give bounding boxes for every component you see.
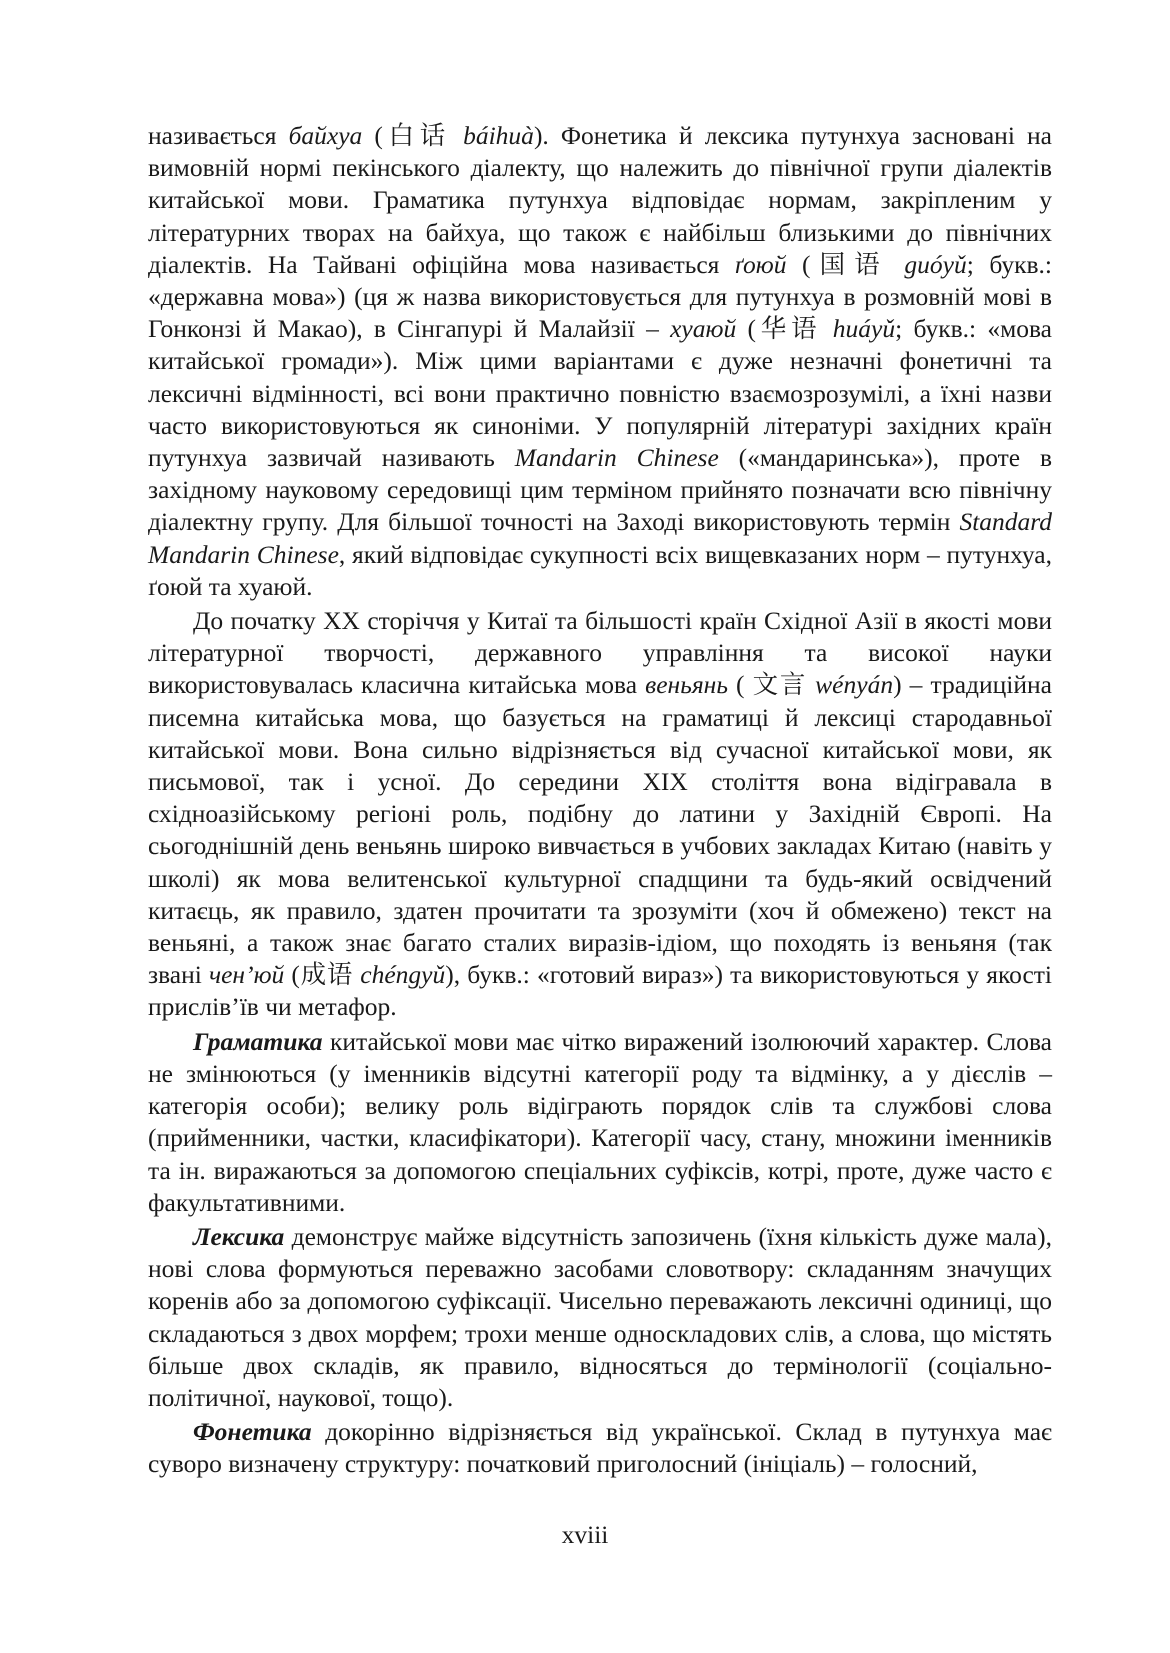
italic-term: чен’юй — [208, 960, 285, 990]
paragraph — [148, 1026, 1052, 1219]
text-run: (华语 — [736, 314, 833, 344]
italic-term: хуаюй — [670, 314, 737, 344]
italic-term: chéngyǔ — [360, 960, 446, 990]
text-run: , який відповідає сукупності всіх вищевказаних норм – путунхуа, ґоюй та хуаюй. — [148, 539, 1052, 601]
bold-term: Фонетика — [193, 1417, 312, 1447]
text-run: демонструє майже відсутність запозичень (їхня кількість дуже мала), нові слова формуються переважно засобами словотвору: складанням значущих коренів або за допомогою суфіксації. Чисельно переважають лексичні одиниці, що складаються з двох морфем; трохи менше односкладових слів, а слова, що містять більше двох складів, як правило, відносяться до термінології (соціально-політичної, наукової, тощо). — [148, 1221, 1052, 1412]
text-run: ). Фонетика й лексика путунхуа засновані на вимовній нормі пекінського діалекту, що належить до північної групи діалектів китайської мови. Граматика путунхуа відповідає нормам, закріпленим у літературних творах на байхуа, що також є найбільш близькими до північних діалектів. На Тайвані офіційна мова називається — [148, 121, 1052, 279]
italic-term: wényán — [815, 670, 894, 700]
italic-term: guóyǔ — [904, 249, 967, 279]
text-run: докорінно відрізняється від української. Склад в путунхуа має суворо визначену структуру: початковий приголосний (ініціаль) – голосний, — [148, 1417, 1052, 1479]
text-run: (成语 — [284, 960, 361, 990]
text-run: ; букв.: «мова китайської громади»). Між цими варіантами є дуже незначні фонетичні та лексичні відмінності, всі вони практично повністю взаємозрозумілі, а їхні назви часто використовуються як синоніми. У популярній літературі західних країн путунхуа зазвичай називають — [148, 314, 1052, 473]
italic-term: веньянь — [645, 670, 728, 700]
text-run: ), букв.: «готовий вираз») та використовуються у якості прислів’їв чи метафор. — [148, 960, 1053, 1022]
body-text — [148, 120, 1052, 1481]
text-run: (国语 — [786, 249, 905, 279]
text-run: ( 文言 — [727, 670, 816, 700]
text-run: ) – традиційна писемна китайська мова, що базується на граматиці й лексиці стародавньої китайської мови. Вона сильно відрізняється від сучасної китайської мови, як письмової, так і усної. До середини XIX століття вона відігравала в східноазійському регіоні роль, подібну до латини у Західній Європі. На сьогоднішній день веньянь широко вивчається в учбових закладах Китаю (навіть у школі) як мова велитенської культурної спадщини та будь-який освідчений китаєць, як правило, здатен прочитати та зрозуміти (хоч й обмежено) текст на веньяні, а також знає багато сталих виразів-ідіом, що походять із веньяня (так звані — [148, 670, 1052, 990]
italic-term: báihuà — [463, 121, 534, 150]
paragraph — [148, 1416, 1052, 1480]
text-run: називається — [148, 121, 289, 150]
text-run: китайської мови має чітко виражений ізолюючий характер. Слова не змінюються (у іменників відсутні категорії роду та відмінку, а у дієслів – категорія особи); велику роль відіграють порядок слів та службові слова (прийменники, частки, класифікатори). Категорії часу, стану, множини іменників та ін. виражаються за допомогою спеціальних суфіксів, котрі, проте, дуже часто є факультативними. — [148, 1026, 1052, 1217]
bold-term: Граматика — [193, 1026, 323, 1056]
bold-term: Лексика — [193, 1221, 285, 1251]
paragraph — [148, 120, 1052, 603]
page-number: xviii — [561, 1520, 609, 1549]
text-run: ; букв.: «державна мова») (ця ж назва використовується для путунхуа в розмовній мові в Гонконзі й Макао), в Сінгапурі й Малайзії – — [148, 249, 1052, 344]
italic-term: huáyǔ — [832, 314, 896, 344]
italic-term: Mandarin Chinese — [514, 443, 719, 473]
paragraph — [148, 1221, 1052, 1414]
text-run: («мандаринська»), проте в західному науковому середовищі цим терміном прийнято позначати всю північну діалектну групу. Для більшої точності на Заході використовують термін — [148, 443, 1053, 537]
text-run: (白话 — [362, 121, 464, 150]
paragraph — [148, 605, 1052, 1024]
italic-term: байхуа — [288, 121, 363, 150]
italic-term: ґоюй — [734, 249, 787, 279]
italic-term: Standard Mandarin Chinese — [148, 507, 1052, 569]
text-run: До початку XX сторіччя у Китаї та більшості країн Східної Азії в якості мови літературної творчості, державного управління та високої науки використовувалась класична китайська мова — [148, 606, 1052, 700]
